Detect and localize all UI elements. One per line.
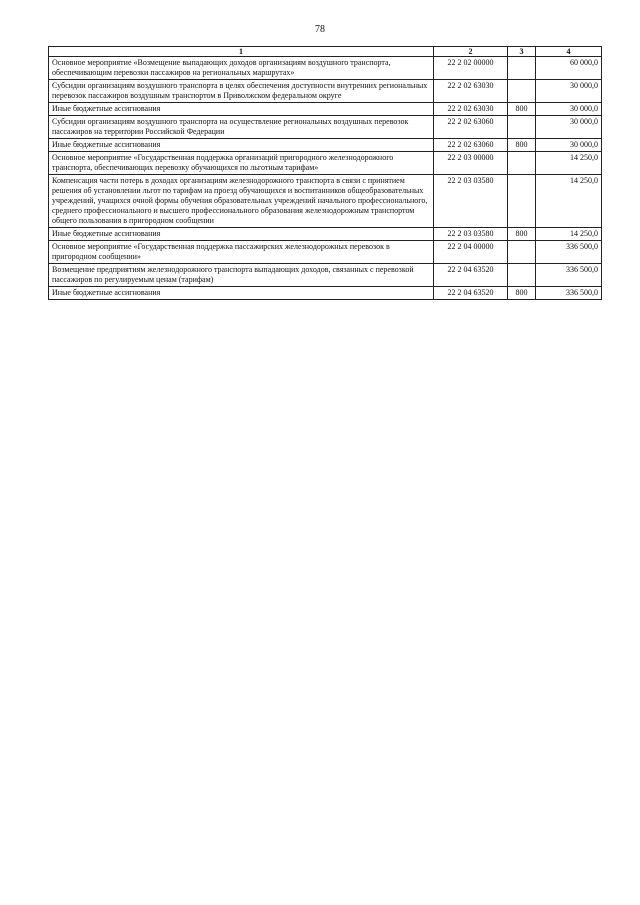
row-name: Иные бюджетные ассигнования	[49, 228, 434, 241]
row-amount: 30 000,0	[536, 139, 602, 152]
table-row	[49, 103, 602, 116]
row-code: 22 2 02 63030	[434, 103, 508, 116]
budget-table	[48, 46, 602, 300]
table-row	[49, 241, 602, 264]
column-header-2: 2	[434, 47, 508, 57]
table-row	[49, 228, 602, 241]
row-amount: 336 500,0	[536, 287, 602, 300]
row-name: Субсидии организациям воздушного транспорта в целях обеспечения доступности внутренних региональных перевозок пассажиров воздушным транспортом в Приволжском федеральном округе	[49, 80, 434, 103]
table-row	[49, 175, 602, 228]
row-code: 22 2 03 03580	[434, 175, 508, 228]
column-header-3: 3	[508, 47, 536, 57]
row-expense-type	[508, 80, 536, 103]
row-code: 22 2 03 00000	[434, 152, 508, 175]
row-amount: 60 000,0	[536, 57, 602, 80]
row-name: Субсидии организациям воздушного транспорта на осуществление региональных воздушных перевозок пассажиров на территории Российской Федерации	[49, 116, 434, 139]
row-amount: 30 000,0	[536, 80, 602, 103]
row-expense-type: 800	[508, 287, 536, 300]
row-amount: 30 000,0	[536, 103, 602, 116]
row-expense-type	[508, 175, 536, 228]
row-code: 22 2 04 63520	[434, 264, 508, 287]
row-expense-type	[508, 152, 536, 175]
row-code: 22 2 02 63030	[434, 80, 508, 103]
row-amount: 336 500,0	[536, 264, 602, 287]
row-name: Основное мероприятие «Государственная поддержка пассажирских железнодорожных перевозок в пригородном сообщении»	[49, 241, 434, 264]
page-number: 78	[315, 24, 325, 35]
row-amount: 14 250,0	[536, 175, 602, 228]
row-expense-type	[508, 116, 536, 139]
row-amount: 14 250,0	[536, 228, 602, 241]
table-row	[49, 80, 602, 103]
table-row	[49, 57, 602, 80]
column-header-1: 1	[49, 47, 434, 57]
row-expense-type	[508, 241, 536, 264]
row-code: 22 2 02 00000	[434, 57, 508, 80]
row-name: Иные бюджетные ассигнования	[49, 139, 434, 152]
row-code: 22 2 03 03580	[434, 228, 508, 241]
column-header-4: 4	[536, 47, 602, 57]
row-code: 22 2 02 63060	[434, 116, 508, 139]
row-expense-type: 800	[508, 228, 536, 241]
row-name: Основное мероприятие «Государственная поддержка организаций пригородного железнодорожного транспорта, обеспечивающих перевозку обучающихся по льготным тарифам»	[49, 152, 434, 175]
row-name: Основное мероприятие «Возмещение выпадающих доходов организациям воздушного транспорта, обеспечивающим перевозки пассажиров на региональных маршрутах»	[49, 57, 434, 80]
table-header-row	[49, 47, 602, 57]
table-row	[49, 116, 602, 139]
row-name: Иные бюджетные ассигнования	[49, 287, 434, 300]
row-code: 22 2 04 00000	[434, 241, 508, 264]
row-code: 22 2 02 63060	[434, 139, 508, 152]
row-amount: 14 250,0	[536, 152, 602, 175]
row-expense-type: 800	[508, 139, 536, 152]
table-row	[49, 152, 602, 175]
row-amount: 336 500,0	[536, 241, 602, 264]
table-row	[49, 264, 602, 287]
table-row	[49, 139, 602, 152]
row-name: Компенсация части потерь в доходах организациям железнодорожного транспорта в связи с принятием решения об установлении льгот по тарифам на проезд обучающихся и воспитанников общеобразовательных учреждений, учащихся очной формы обучения образовательных учреждений начального профессионального, среднего профессионального и высшего профессионального образования железнодорожным транспортом общего пользования в пригородном сообщении	[49, 175, 434, 228]
row-expense-type	[508, 57, 536, 80]
row-code: 22 2 04 63520	[434, 287, 508, 300]
row-expense-type: 800	[508, 103, 536, 116]
row-expense-type	[508, 264, 536, 287]
row-amount: 30 000,0	[536, 116, 602, 139]
row-name: Возмещение предприятиям железнодорожного транспорта выпадающих доходов, связанных с перевозкой пассажиров по регулируемым ценам (тарифам)	[49, 264, 434, 287]
table-row	[49, 287, 602, 300]
row-name: Иные бюджетные ассигнования	[49, 103, 434, 116]
